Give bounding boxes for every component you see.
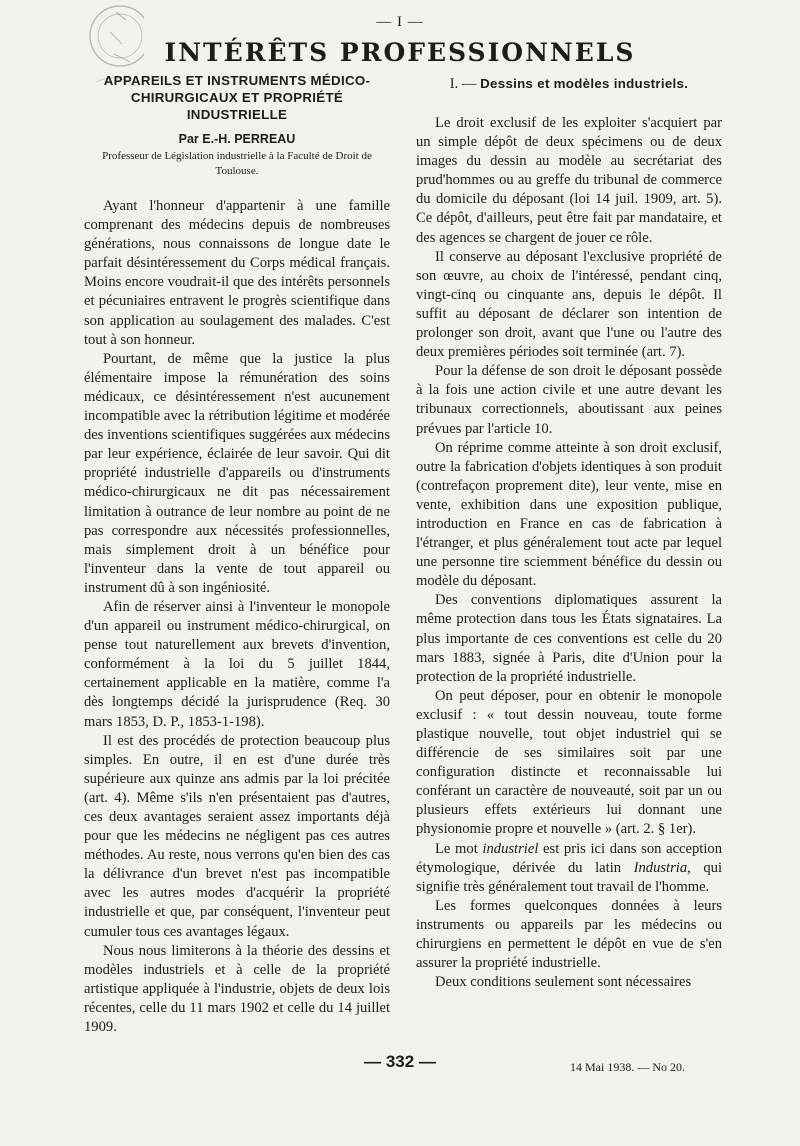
paragraph: Deux conditions seulement sont nécessaires [435,974,692,991]
italic-term: industriel [482,840,539,857]
paragraph: Afin de réserver ainsi à l'inventeur le monopole d'un appareil ou instrument médico-chirurgical, on pense tout naturellement aux brevets d'invention, conformément à la loi du 5 juillet 1844, certainement applicable en la matière, comme l'a dès longtemps décidé la jurisprudence (Req. 30 mars 1853, D. P., 1853-1-198). [84,598,390,730]
paragraph: Le droit exclusif de les exploiter s'acquiert par un simple dépôt de deux spécimens ou de deux images du dessin au modèle au secrétariat des prud'hommes ou au greffe du tribunal de commerce du domicile du déposant (loi 14 juil. 1909, art. 5). Ce dépôt, d'ailleurs, peut être fait par mandataire, et des agences se chargent de jouer ce rôle. [416,115,722,246]
left-column [84,72,390,1037]
paragraph: Les formes quelconques données à leurs instruments ou appareils par les médecins ou chirurgiens en permettent le dépôt en vue de s'en assurer la propriété industrielle. [416,897,722,972]
paragraph: Il est des procédés de protection beaucoup plus simples. En outre, il en est d'une durée très supérieure aux quinze ans admis par la loi précitée (art. 4). Même s'ils n'en présentaient pas d'autres, ces deux avantages seraient assez importants déjà pour que les médecins ne négligent pas ces autres méthodes. Au reste, nous verrons qu'en bien des cas la délivrance d'un brevet n'est pas incompatible avec les autres modes d'acquérir la propriété industrielle et que, par conséquent, l'inventeur peut cumuler tous ces avantages légaux. [84,732,390,940]
section-roman-numeral: — I — [376,14,424,30]
author-byline: Par E.-H. PERREAU [178,132,296,146]
paragraph: On peut déposer, pour en obtenir le monopole exclusif : « tout dessin nouveau, toute forme plastique nouvelle, tout objet industriel qui se différencie de ses similaires soit par une configuration distincte et reconnaissable lui conférant un caractère de nouveauté, soit par un ou plusieurs effets extérieurs lui donnant une physionomie propre et nouvelle » (art. 2. § 1er). [416,687,722,838]
page-title: INTÉRÊTS PROFESSIONNELS [164,38,636,67]
text-run: , qui signifie très généralement tout travail de l'homme. [416,859,722,895]
author-affiliation: Professeur de Législation industrielle à la Faculté de Droit de Toulouse. [102,150,372,177]
paragraph: Pourtant, de même que la justice la plus élémentaire impose la rémunération des soins médicaux, ce désintéressement n'est aucunement incompatible avec la rétribution légitime et modérée des inventions scientifiques suggérées aux médecins par leur expérience, éclairée de leur savoir. Qui dit propriété industrielle d'appareils ou d'instruments médico-chirurgicaux ne dit pas nécessairement limitation à outrance de leur nombre au point de ne pas correspondre aux nécessités professionnelles, mais simplement droit à un bénéfice pour l'inventeur dans la vente de tout appareil ou instrument dû à son ingéniosité. [84,350,390,596]
right-column [416,74,722,992]
issue-date: 14 Mai 1938. — No 20. [570,1060,685,1074]
italic-term: Industria [633,859,688,876]
section-title-text: Dessins et modèles industriels. [480,76,689,91]
paragraph: Pour la défense de son droit le déposant possède à la fois une action civile et une autre devant les tribunaux correctionnels, aboutissant aux peines prévues par l'article 10. [416,363,722,437]
section-heading [416,74,722,94]
article-title: APPAREILS ET INSTRUMENTS MÉDICO-CHIRURGICAUX ET PROPRIÉTÉ INDUSTRIELLE [103,73,371,122]
text-run: Le mot [435,840,483,857]
paragraph: Il conserve au déposant l'exclusive propriété de son œuvre, au choix de l'intéressé, pendant cinq, vingt-cinq ou cinquante ans, depuis le dépôt. Il suffit au déposant de déclarer son intention de prolonger son droit, avant que l'une ou l'autre des deux premières périodes soit terminée (art. 7). [416,248,722,361]
paragraph: Nous nous limiterons à la théorie des dessins et modèles industriels et à celle de la propriété artistique appliquée à l'industrie, objets de deux lois récentes, celle du 11 mars 1902 et celle du 14 juillet 1909. [84,942,390,1036]
section-number: I. — [449,76,477,92]
page-number: — 332 — [364,1052,436,1071]
paragraph: Des conventions diplomatiques assurent la même protection dans tous les États signataires. La plus importante de ces conventions est celle du 20 mars 1883, signée à Paris, dite d'Union pour la protection de la propriété industrielle. [416,592,722,685]
paragraph [416,840,722,897]
paragraph: Ayant l'honneur d'appartenir à une famille comprenant des médecins depuis de nombreuses générations, nous connaissons de longue date le parfait désintéressement du Corps médical français. Moins encore voudrait-il que des intérêts personnels et pécuniaires entravent le progrès scientifique dans son application au soulagement des malades. C'est tout à son honneur. [84,198,390,348]
text-run: est pris ici dans son acception étymologique, dérivée du latin [416,840,722,876]
paragraph: On réprime comme atteinte à son droit exclusif, outre la fabrication d'objets identiques à son produit (contrefaçon proprement dite), leur vente, mise en vente, exhibition dans une exposition publique, introduction en France en cas de fabrication à l'étranger, et plus généralement tout acte par lequel une personne tire sciemment bénéfice du dessin ou modèle du déposant. [416,439,722,590]
